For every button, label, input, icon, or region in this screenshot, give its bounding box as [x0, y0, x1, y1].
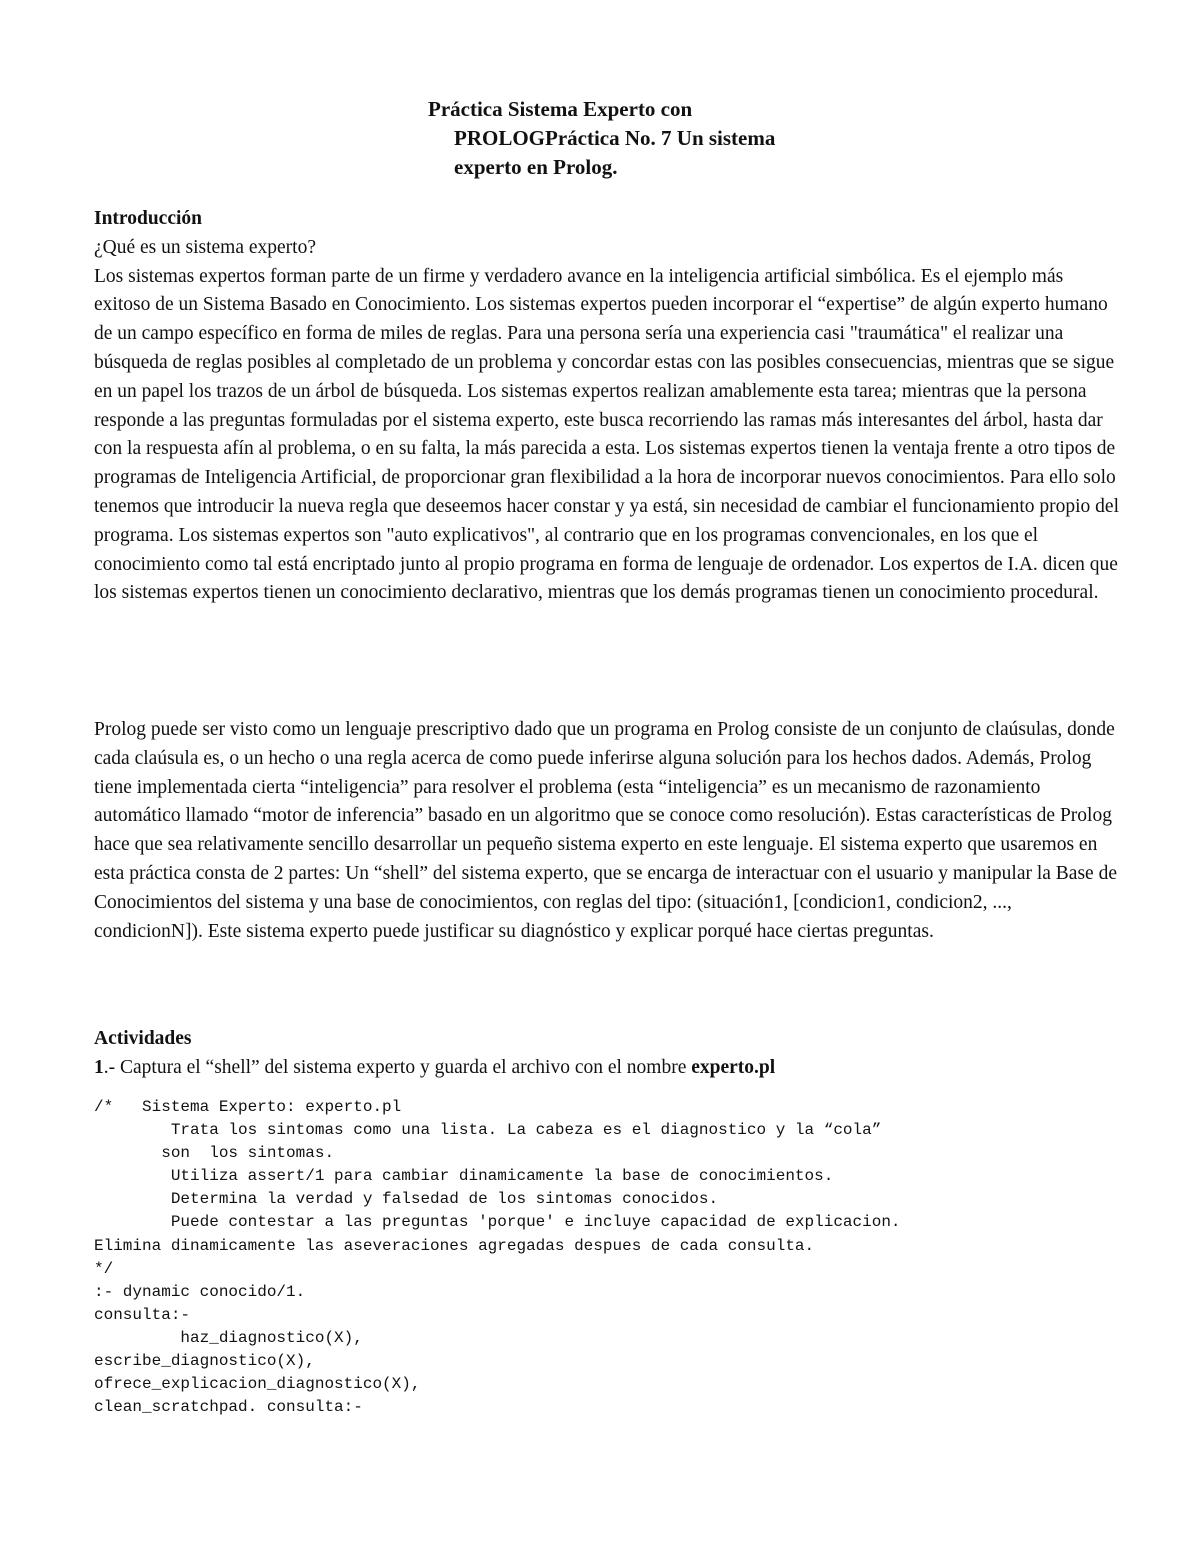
actividades-heading: Actividades — [94, 1028, 192, 1049]
actividad-filename: experto.pl — [691, 1056, 776, 1078]
prolog-paragraph: Prolog puede ser visto como un lenguaje prescriptivo dado que un programa en Prolog consiste de un conjunto de claúsulas, donde cada claúsula es, o un hecho o una regla acerca de como puede inferirse alguna solución para los hechos dados. Además, Prolog tiene implementada cierta “inteligencia” para resolver el problema (esta “inteligencia” es un mecanismo de razonamiento automático llamado “motor de inferencia” basado en un algoritmo que se conoce como resolución). Estas características de Prolog hace que sea relativamente sencillo desarrollar un pequeño sistema experto en este lenguaje. El sistema experto que usaremos en esta práctica consta de 2 partes: Un “shell” del sistema experto, que se encarga de interactuar con el usuario y manipular la Base de Conocimientos del sistema y una base de conocimientos, con reglas del tipo: (situación1, [condicion1, condicion2, ..., condicionN]). Este sistema experto puede justificar su diagnóstico y explicar porqué hace ciertas preguntas. — [94, 719, 1117, 942]
intro-question: ¿Qué es un sistema experto? — [94, 236, 317, 258]
document-title — [428, 95, 775, 182]
actividad-text: .- Captura el “shell” del sistema experto y guarda el archivo con el nombre — [103, 1056, 692, 1078]
intro-heading: Introducción — [94, 208, 202, 229]
actividad-number: 1 — [94, 1056, 104, 1078]
title-line-1: Práctica Sistema Experto con — [428, 97, 693, 121]
intro-paragraph: Los sistemas expertos forman parte de un firme y verdadero avance en la inteligencia artificial simbólica. Es el ejemplo más exitoso de un Sistema Basado en Conocimiento. Los sistemas expertos pueden incorporar el “expertise” de algún experto humano de un campo específico en forma de miles de reglas. Para una persona sería una experiencia casi "traumática" el realizar una búsqueda de reglas posibles al completado de un problema y concordar estas con las posibles consecuencias, mientras que se sigue en un papel los trazos de un árbol de búsqueda. Los sistemas expertos realizan amablemente esta tarea; mientras que la persona responde a las preguntas formuladas por el sistema experto, este busca recorriendo las ramas más interesantes del árbol, hasta dar con la respuesta afín al problema, o en su falta, la más parecida a esta. Los sistemas expertos tienen la ventaja frente a otro tipos de programas de Inteligencia Artificial, de proporcionar gran flexibilidad a la hora de incorporar nuevos conocimientos. Para ello solo tenemos que introducir la nueva regla que deseemos hacer constar y ya está, sin necesidad de cambiar el funcionamiento propio del programa. Los sistemas expertos son "auto explicativos", al contrario que en los programas convencionales, en los que el conocimiento como tal está encriptado junto al propio programa en forma de lenguaje de ordenador. Los expertos de I.A. dicen que los sistemas expertos tienen un conocimiento declarativo, mientras que los demás programas tienen un conocimiento procedural. — [94, 265, 1119, 604]
title-line-2: PROLOGPráctica No. 7 Un sistema — [454, 126, 776, 150]
actividades-section — [94, 1025, 1124, 1083]
prolog-section — [94, 716, 1124, 946]
code-listing: /* Sistema Experto: experto.pl Trata los sintomas como una lista. La cabeza es el diagnostico y la “cola” son los sintomas. Utiliza assert/1 para cambiar dinamicamente la base de conocimientos. Determina la verdad y falsedad de los sintomas conocidos. Puede contestar a las preguntas 'porque' e incluye capacidad de explicacion. Elimina dinamicamente las aseveraciones agregadas despues de cada consulta. */ :- dynamic conocido/1. consulta:- haz_diagnostico(X), escribe_diagnostico(X), ofrece_explicacion_diagnostico(X), clean_scratchpad. consulta:- — [94, 1098, 901, 1417]
actividad-item — [94, 1054, 1124, 1083]
intro-section — [94, 205, 1124, 608]
title-line-3: experto en Prolog. — [454, 155, 618, 179]
